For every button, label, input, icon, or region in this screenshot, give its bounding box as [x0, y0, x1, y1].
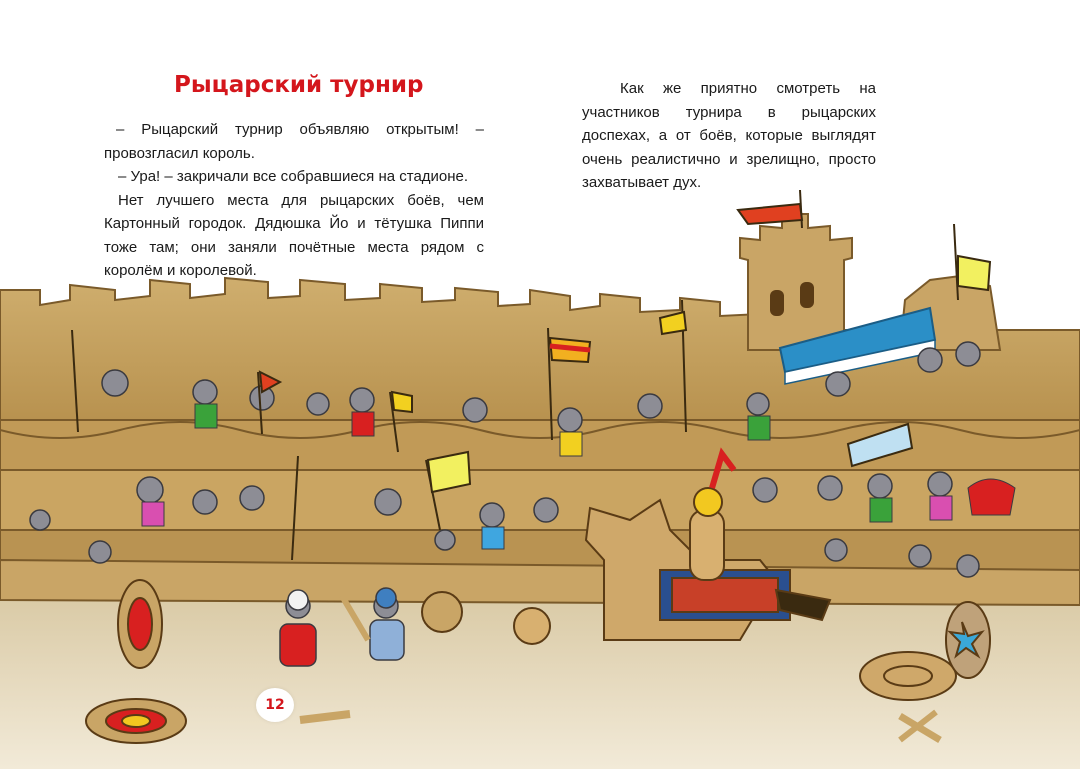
page-number: 12	[256, 688, 294, 722]
paragraph: Нет лучшего места для рыцарских боёв, чем Картонный городок. Дядюшка Йо и тётушка Пиппи тоже там; они заняли почётные места рядом с королём и королевой.	[104, 191, 484, 279]
paragraph: Как же приятно смотреть на участников турнира в рыцарских доспехах, а от боёв, которые выглядят очень реалистично и зрелищно, просто захватывает дух.	[582, 80, 876, 191]
paragraph: – Ура! – закричали все собравшиеся на стадионе.	[118, 168, 469, 185]
page-title: Рыцарский турнир	[174, 72, 424, 98]
tower-window	[770, 290, 784, 316]
stand-tier-1	[0, 420, 1080, 470]
right-text-column	[582, 77, 876, 195]
left-text-column	[104, 118, 484, 283]
tower	[740, 214, 852, 350]
tower-window	[800, 282, 814, 308]
paragraph: – Рыцарский турнир объявляю открытым! – провозгласил король.	[104, 121, 484, 162]
